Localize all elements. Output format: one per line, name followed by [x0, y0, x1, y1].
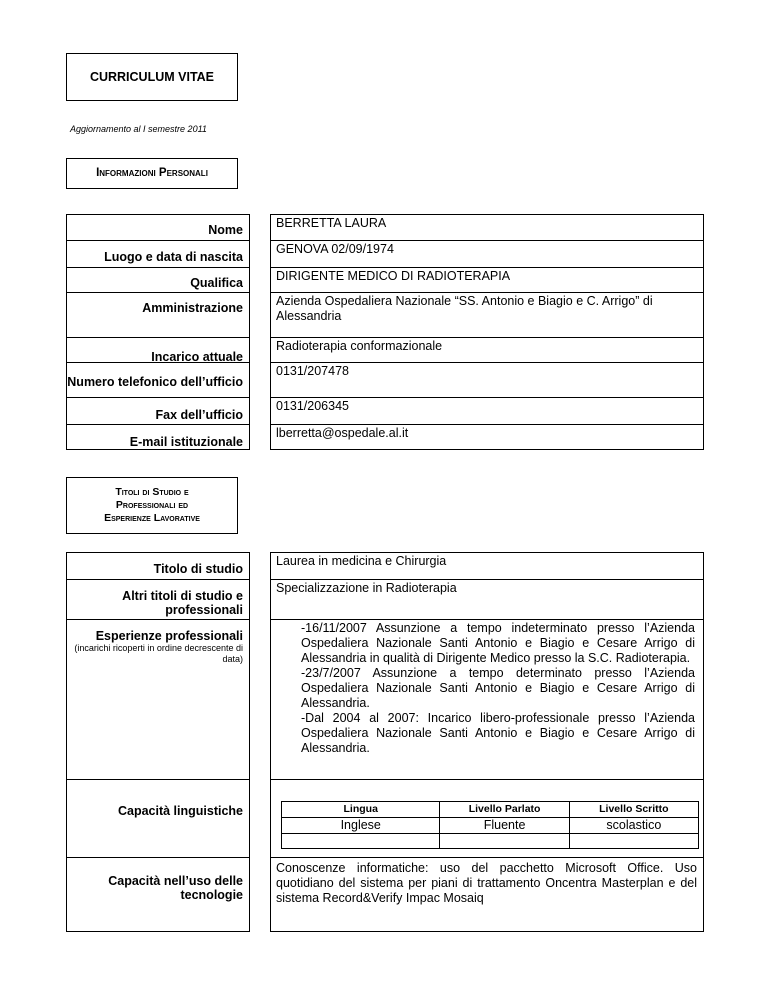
table-row [282, 834, 699, 849]
label-amministrazione: Amministrazione [67, 292, 249, 337]
label-email: E-mail istituzionale [67, 424, 249, 451]
value-lingue [271, 779, 703, 857]
cv-title-box [66, 53, 238, 101]
label-fax: Fax dell’ufficio [67, 397, 249, 424]
section-personal-title [66, 158, 238, 189]
label-esperienze-cell [67, 619, 249, 779]
value-tecnologie: Conoscenze informatiche: uso del pacchetto Microsoft Office. Uso quotidiano del sistema per piani di trattamento Oncentra Masterplan e del sistema Record&Verify Impac Mosaiq [271, 857, 703, 933]
label-nome: Nome [208, 223, 243, 237]
esperienza-item: -23/7/2007 Assunzione a tempo determinato presso l’Azienda Ospedaliera Nazionale Santi Antonio e Biagio e Cesare Arrigo di Alessandria. [301, 666, 695, 710]
value-incarico: Radioterapia conformazionale [271, 337, 703, 362]
label-incarico: Incarico attuale [67, 337, 249, 362]
value-nascita: GENOVA 02/09/1974 [271, 240, 703, 267]
lingue-header-parlato: Livello Parlato [440, 802, 569, 818]
label-qualifica: Qualifica [67, 267, 249, 292]
table-row [282, 818, 699, 834]
parlato-cell: Fluente [440, 818, 569, 834]
label-titolo: Titolo di studio [153, 562, 243, 576]
value-titolo: Laurea in medicina e Chirurgia [276, 554, 447, 568]
label-telefono: Numero telefonico dell’ufficio [67, 362, 249, 397]
lingue-header-lingua: Lingua [282, 802, 440, 818]
section-studies-title-line2: Professionali ed [115, 499, 189, 511]
label-lingue: Capacità linguistiche [67, 779, 249, 857]
value-qualifica: DIRIGENTE MEDICO DI RADIOTERAPIA [271, 267, 703, 292]
lingue-header-scritto: Livello Scritto [569, 802, 698, 818]
lingua-cell: Inglese [282, 818, 440, 834]
section-studies-title-line3: Esperienze Lavorative [104, 512, 200, 524]
label-altri-titoli: Altri titoli di studio e professionali [67, 579, 249, 619]
value-esperienze [271, 619, 703, 779]
studies-values [270, 552, 704, 932]
value-altri-titoli: Specializzazione in Radioterapia [271, 579, 703, 619]
esperienza-item: -Dal 2004 al 2007: Incarico libero-professionale presso l’Azienda Ospedaliera Nazionale Santi Antonio e Biagio e Cesare Arrigo di Alessandria. [301, 711, 695, 755]
value-fax: 0131/206345 [271, 397, 703, 424]
section-personal-title-text: Informazioni Personali [96, 167, 208, 179]
update-note: Aggiornamento al I semestre 2011 [70, 124, 207, 134]
cv-title: CURRICULUM VITAE [89, 70, 215, 84]
personal-labels [66, 214, 250, 450]
label-tecnologie: Capacità nell’uso delle tecnologie [67, 857, 249, 933]
value-telefono: 0131/207478 [271, 362, 703, 397]
value-nome: BERRETTA LAURA [276, 216, 387, 230]
lingua-cell-empty [282, 834, 440, 849]
esperienza-item: -16/11/2007 Assunzione a tempo indeterminato presso l’Azienda Ospedaliera Nazionale Santi Antonio e Biagio e Cesare Arrigo di Alessandria in qualità di Dirigente Medico presso la S.C. Radioterapia. [301, 621, 695, 665]
value-amministrazione: Azienda Ospedaliera Nazionale “SS. Antonio e Biagio e C. Arrigo” di Alessandria [271, 292, 703, 337]
label-esperienze-note: (incarichi ricoperti in ordine decrescente di data) [74, 643, 243, 664]
studies-labels [66, 552, 250, 932]
section-studies-title-line1: Titoli di Studio e [115, 486, 189, 498]
parlato-cell-empty [440, 834, 569, 849]
section-studies-title [66, 477, 238, 534]
label-esperienze: Esperienze professionali [95, 629, 243, 643]
value-email: lberretta@ospedale.al.it [271, 424, 703, 451]
scritto-cell: scolastico [569, 818, 698, 834]
lingue-table [281, 801, 699, 849]
scritto-cell-empty [569, 834, 698, 849]
personal-values [270, 214, 704, 450]
label-nascita: Luogo e data di nascita [67, 240, 249, 267]
